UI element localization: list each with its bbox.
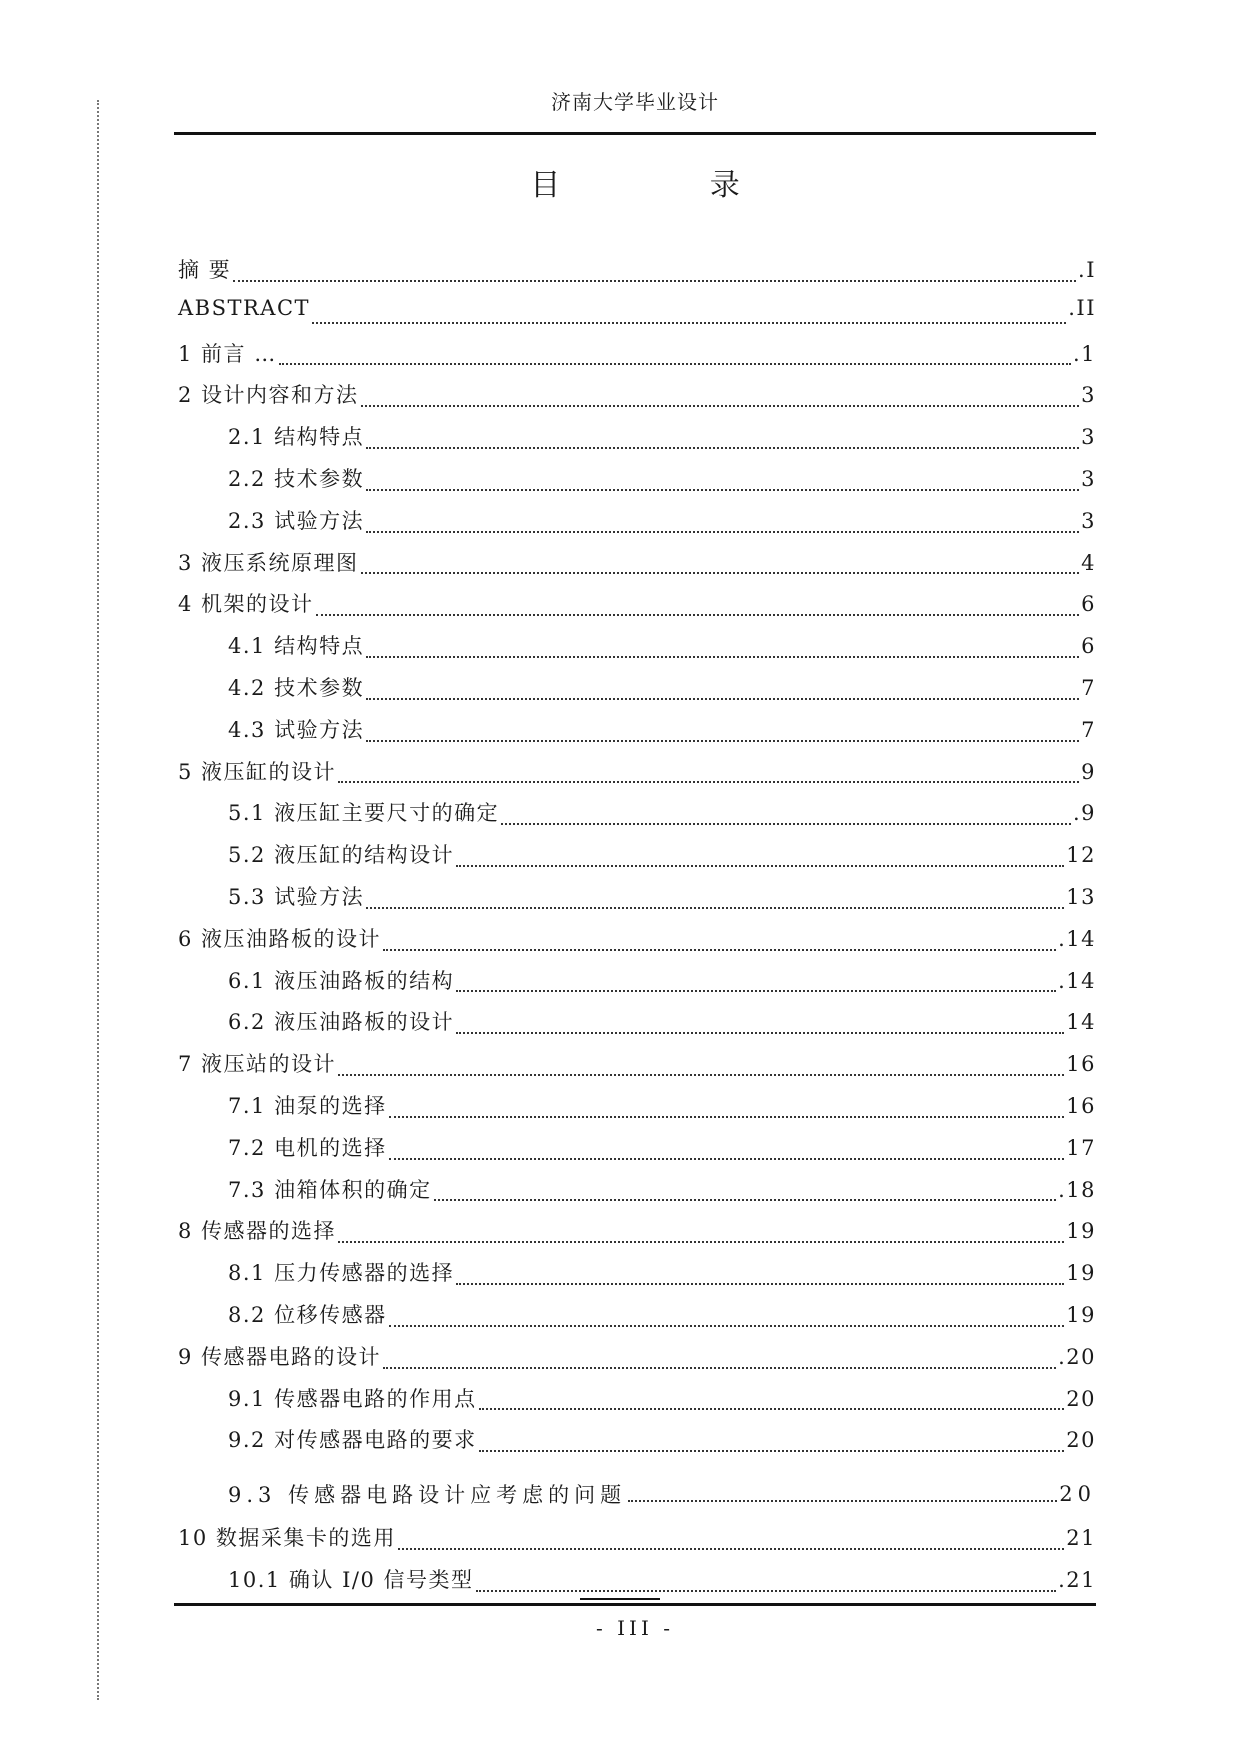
- toc-dot-leader: [338, 1241, 1064, 1243]
- toc-entry-label: 2.2 技术参数: [228, 466, 365, 491]
- toc-entry-label: 7 液压站的设计: [178, 1052, 337, 1077]
- toc-entry-label: 9.1 传感器电路的作用点: [228, 1386, 477, 1411]
- toc-dot-leader: [366, 656, 1079, 658]
- toc-entry[interactable]: [178, 505, 1096, 547]
- toc-dot-leader: [312, 322, 1066, 324]
- toc-entry-label: 6.2 液压油路板的设计: [228, 1010, 455, 1035]
- toc-dot-leader: [383, 949, 1056, 951]
- toc-entry-label: 2 设计内容和方法: [178, 383, 359, 408]
- toc-entry-label: 3 液压系统原理图: [178, 550, 359, 575]
- toc-entry[interactable]: [178, 839, 1096, 881]
- toc-dot-leader: [366, 447, 1079, 449]
- toc-entry-label: 7.1 油泵的选择: [228, 1093, 387, 1118]
- toc-entry-page: 6: [1081, 592, 1096, 617]
- toc-entry[interactable]: [178, 1522, 1096, 1564]
- toc-entry-page: 3: [1081, 425, 1096, 450]
- toc-entry-page: 21: [1066, 1526, 1096, 1551]
- toc-entry-page: 16: [1066, 1093, 1096, 1118]
- toc-entry-page: 3: [1081, 466, 1096, 491]
- toc-dot-leader: [479, 1450, 1065, 1452]
- toc-dot-leader: [456, 1032, 1064, 1034]
- toc-entry[interactable]: [178, 1090, 1096, 1132]
- toc-entry-label: 5 液压缸的设计: [178, 759, 337, 784]
- table-of-contents: [178, 254, 1096, 1606]
- toc-entry[interactable]: [178, 965, 1096, 1007]
- toc-entry-page: .9: [1072, 801, 1096, 826]
- toc-entry[interactable]: [178, 338, 1096, 380]
- toc-entry-page: 6: [1081, 634, 1096, 659]
- toc-entry-page: 20: [1066, 1428, 1096, 1453]
- toc-dot-leader: [456, 865, 1064, 867]
- toc-entry-page: 19: [1066, 1302, 1096, 1327]
- toc-entry-label: 5.1 液压缸主要尺寸的确定: [228, 801, 500, 826]
- toc-dot-leader: [338, 1074, 1064, 1076]
- toc-entry[interactable]: [178, 1048, 1096, 1090]
- toc-dot-leader: [383, 1367, 1056, 1369]
- toc-entry-label: 7.2 电机的选择: [228, 1135, 387, 1160]
- toc-entry-page: 13: [1066, 884, 1096, 909]
- toc-entry[interactable]: [178, 463, 1096, 505]
- toc-entry[interactable]: [178, 881, 1096, 923]
- toc-dot-leader: [366, 489, 1079, 491]
- toc-entry-label: 4.2 技术参数: [228, 675, 365, 700]
- toc-entry[interactable]: [178, 1006, 1096, 1048]
- toc-dot-leader: [366, 907, 1064, 909]
- toc-dot-leader: [366, 698, 1079, 700]
- toc-dot-leader: [389, 1325, 1065, 1327]
- toc-entry[interactable]: [178, 1132, 1096, 1174]
- toc-dot-leader: [279, 363, 1071, 365]
- toc-entry[interactable]: [178, 797, 1096, 839]
- toc-entry-label: 4.3 试验方法: [228, 717, 365, 742]
- toc-dot-leader: [338, 781, 1079, 783]
- toc-entry[interactable]: [178, 379, 1096, 421]
- toc-dot-leader: [366, 531, 1079, 533]
- toc-entry[interactable]: [178, 1174, 1096, 1216]
- toc-entry[interactable]: [178, 1257, 1096, 1299]
- toc-entry-page: 3: [1081, 383, 1096, 408]
- toc-entry-label: 6.1 液压油路板的结构: [228, 968, 455, 993]
- toc-entry-label: 8.2 位移传感器: [228, 1302, 387, 1327]
- toc-entry-label: 8.1 压力传感器的选择: [228, 1261, 455, 1286]
- toc-dot-leader: [398, 1548, 1064, 1550]
- toc-entry-label: 9 传感器电路的设计: [178, 1344, 382, 1369]
- toc-entry-label: 5.3 试验方法: [228, 884, 365, 909]
- toc-dot-leader: [456, 1283, 1064, 1285]
- toc-entry-page: 7: [1081, 717, 1096, 742]
- toc-entry-page: .14: [1058, 926, 1096, 951]
- toc-entry[interactable]: [178, 672, 1096, 714]
- toc-dot-leader: [628, 1500, 1057, 1502]
- toc-entry-page: 4: [1081, 550, 1096, 575]
- toc-entry-label: 5.2 液压缸的结构设计: [228, 843, 455, 868]
- footer-rule-mark: [580, 1598, 660, 1600]
- toc-entry-page: .II: [1068, 295, 1096, 320]
- toc-entry[interactable]: [178, 630, 1096, 672]
- toc-entry[interactable]: [178, 1215, 1096, 1257]
- toc-entry-page: 7: [1081, 675, 1096, 700]
- toc-entry-page: 17: [1066, 1135, 1096, 1160]
- toc-dot-leader: [434, 1199, 1057, 1201]
- toc-entry-page: 19: [1066, 1261, 1096, 1286]
- page-header: 济南大学毕业设计: [551, 90, 719, 114]
- toc-entry[interactable]: [178, 588, 1096, 630]
- toc-entry[interactable]: [178, 1383, 1096, 1425]
- toc-entry-label: 4.1 结构特点: [228, 634, 365, 659]
- toc-title: 目 录: [530, 168, 810, 203]
- toc-entry[interactable]: [178, 421, 1096, 463]
- toc-dot-leader: [479, 1408, 1065, 1410]
- toc-dot-leader: [456, 990, 1056, 992]
- toc-entry-page: .21: [1058, 1567, 1096, 1592]
- toc-entry-page: 9: [1081, 759, 1096, 784]
- toc-entry-page: .20: [1058, 1344, 1096, 1369]
- toc-entry-label: 9.3 传感器电路设计应考虑的问题: [228, 1483, 627, 1508]
- toc-entry-label: 2.3 试验方法: [228, 508, 365, 533]
- toc-dot-leader: [316, 614, 1080, 616]
- toc-entry-page: .14: [1058, 968, 1096, 993]
- toc-entry[interactable]: [178, 1341, 1096, 1383]
- toc-entry-page: 14: [1066, 1010, 1096, 1035]
- toc-dot-leader: [389, 1116, 1065, 1118]
- toc-entry-page: 19: [1066, 1219, 1096, 1244]
- toc-entry-label: 4 机架的设计: [178, 592, 314, 617]
- toc-entry-page: .I: [1078, 258, 1096, 282]
- toc-entry-label: 6 液压油路板的设计: [178, 926, 382, 951]
- toc-dot-leader: [476, 1590, 1057, 1592]
- toc-entry-page: 20: [1066, 1386, 1096, 1411]
- toc-entry-label: 10 数据采集卡的选用: [178, 1526, 396, 1551]
- toc-dot-leader: [501, 823, 1071, 825]
- toc-entry-label: 8 传感器的选择: [178, 1219, 337, 1244]
- toc-entry-label: 2.1 结构特点: [228, 425, 365, 450]
- toc-dot-leader: [233, 280, 1076, 282]
- toc-entry-label: ABSTRACT: [178, 295, 311, 320]
- page-number: - III -: [596, 1616, 674, 1640]
- toc-entry[interactable]: [178, 1299, 1096, 1341]
- toc-entry[interactable]: [178, 254, 1096, 296]
- toc-dot-leader: [361, 405, 1080, 407]
- toc-entry-page: 20: [1059, 1482, 1096, 1507]
- toc-entry-label: 10.1 确认 I/0 信号类型: [228, 1567, 474, 1592]
- toc-dot-leader: [366, 740, 1079, 742]
- toc-dot-leader: [361, 572, 1080, 574]
- header-rule: [174, 132, 1096, 135]
- toc-entry-label: 7.3 油箱体积的确定: [228, 1177, 432, 1202]
- footer-rule: [174, 1603, 1096, 1606]
- toc-entry[interactable]: [178, 923, 1096, 965]
- toc-entry-page: 12: [1066, 843, 1096, 868]
- toc-entry[interactable]: [178, 756, 1096, 798]
- toc-entry-page: .1: [1072, 341, 1096, 366]
- toc-entry-label: 1 前言 …: [178, 341, 277, 366]
- toc-entry-page: 3: [1081, 508, 1096, 533]
- toc-entry[interactable]: [178, 296, 1096, 338]
- toc-entry[interactable]: [178, 547, 1096, 589]
- toc-entry[interactable]: [178, 1424, 1096, 1466]
- toc-entry-page: .18: [1058, 1177, 1096, 1202]
- binding-margin-line: [97, 100, 99, 1700]
- toc-entry-label: 摘 要: [178, 258, 232, 282]
- toc-entry-page: 16: [1066, 1052, 1096, 1077]
- toc-entry-label: 9.2 对传感器电路的要求: [228, 1428, 477, 1453]
- toc-dot-leader: [389, 1158, 1065, 1160]
- toc-entry[interactable]: [178, 714, 1096, 756]
- toc-entry[interactable]: [178, 1466, 1096, 1522]
